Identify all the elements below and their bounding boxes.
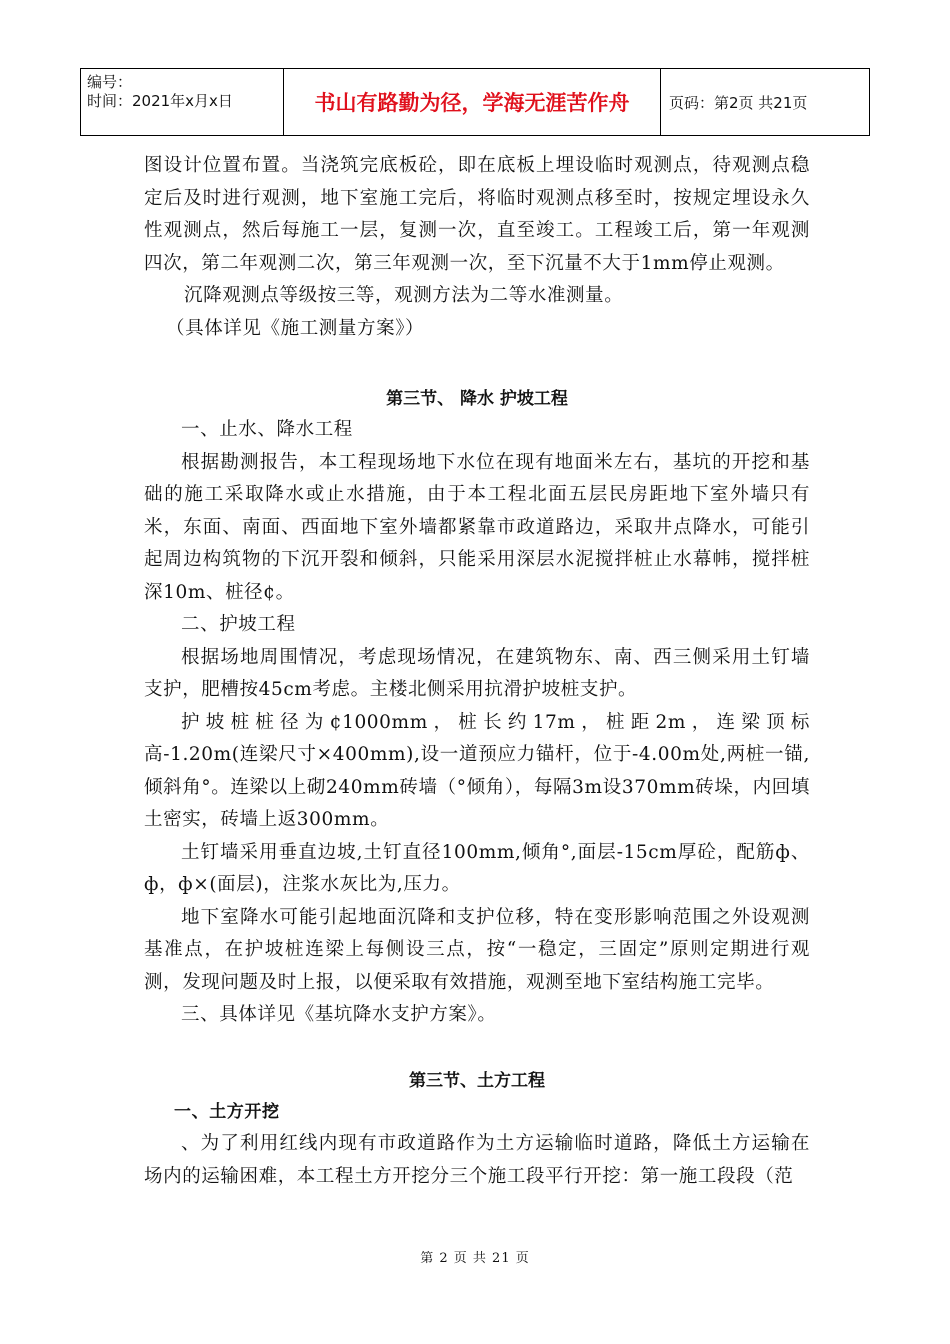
paragraph-6: 护坡桩桩径为¢1000mm，桩长约17m，桩距2m，连梁顶标高-1.20m(连梁尺寸×400mm),设一道预应力锚杆，位于-4.00m处,两桩一锚,倾斜角°。连梁以上砌240mm砖墙（°倾角），每隔3m设370mm砖垛，内回填土密实，砖墙上返300mm。	[144, 711, 810, 830]
header-motto: 书山有路勤为径，学海无涯苦作舟	[284, 69, 661, 135]
header-page-info: 页码：第2页 共21页	[669, 93, 808, 112]
header-meta	[81, 69, 284, 135]
paragraph-4: 根据勘测报告，本工程现场地下水位在现有地面米左右，基坑的开挖和基础的施工采取降水或止水措施，由于本工程北面五层民房距地下室外墙只有米，东面、南面、西面地下室外墙都紧靠市政道路边，采取井点降水，可能引起周边构筑物的下沉开裂和倾斜，只能采用深层水泥搅拌桩止水幕帏，搅拌桩深10m、桩径¢。	[144, 451, 810, 603]
paragraph-3: （具体详见《施工测量方案》）	[166, 317, 425, 339]
paragraph-1: 图设计位置布置。当浇筑完底板砼，即在底板上埋设临时观测点，待观测点稳定后及时进行观测，地下室施工完后，将临时观测点移至时，按规定埋设永久性观测点，然后每施工一层，复测一次，直至竣工。工程竣工后，第一年观测四次，第二年观测二次，第三年观测一次，至下沉量不大于1mm停止观测。	[144, 155, 810, 274]
header-table	[80, 68, 870, 136]
paragraph-10: 、为了利用红线内现有市政道路作为土方运输临时道路，降低土方运输在场内的运输困难，本工程土方开挖分三个施工段平行开挖：第一施工段段（范	[144, 1133, 810, 1187]
paragraph-7: 土钉墙采用垂直边坡,土钉直径100mm,倾角°,面层-15cm厚砼，配筋ф、ф，ф×(面层)，注浆水灰比为,压力。	[144, 841, 810, 895]
subheading-1: 一、止水、降水工程	[181, 419, 353, 440]
code-label: 编号：	[87, 73, 133, 91]
time-label: 时间：2021年x月x日	[87, 92, 233, 110]
paragraph-5: 根据场地周围情况，考虑现场情况，在建筑物东、南、西三侧采用土钉墙支护，肥槽按45cm考虑。主楼北侧采用抗滑护坡桩支护。	[144, 646, 810, 700]
section-title-earthwork: 第三节、土方工程	[409, 1070, 545, 1091]
page-footer: 第 2 页 共 21 页	[420, 1251, 530, 1266]
document-body	[144, 150, 810, 1193]
paragraph-2: 沉降观测点等级按三等，观测方法为二等水准测量。	[184, 285, 624, 306]
paragraph-8: 地下室降水可能引起地面沉降和支护位移，特在变形影响范围之外设观测基准点，在护坡桩连梁上每侧设三点，按“一稳定，三固定”原则定期进行观测，发现问题及时上报，以便采取有效措施，观测至地下室结构施工完毕。	[144, 906, 810, 993]
subheading-2: 二、护坡工程	[181, 614, 296, 635]
section-title-dewatering: 第三节、 降水 护坡工程	[386, 389, 568, 409]
subheading-3: 一、土方开挖	[174, 1101, 280, 1122]
paragraph-9: 三、具体详见《基坑降水支护方案》。	[181, 1004, 497, 1025]
